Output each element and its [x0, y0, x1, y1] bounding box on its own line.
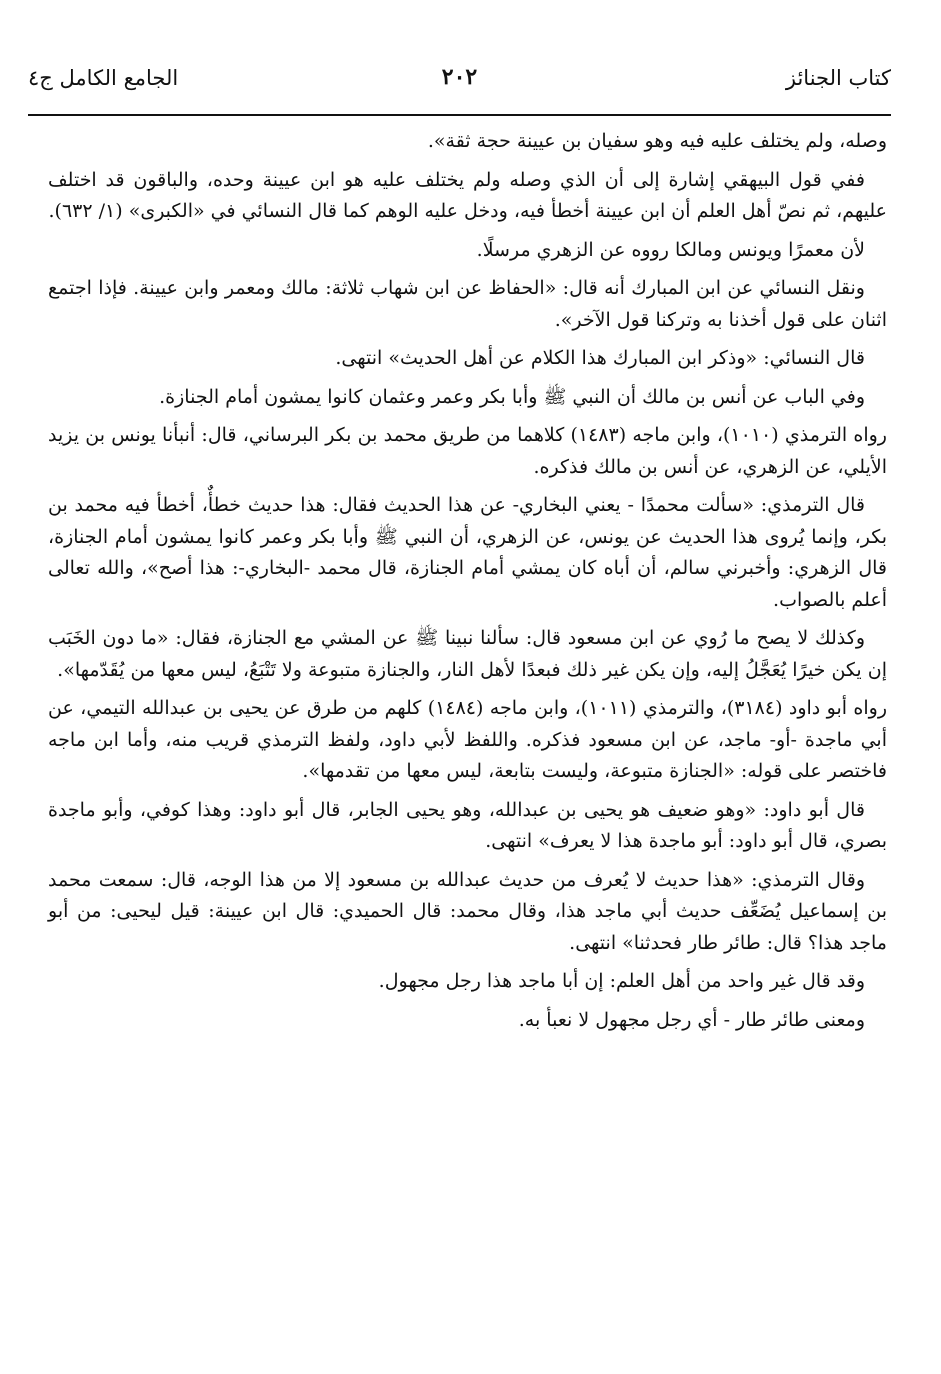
volume-title: الجامع الكامل ج٤ [28, 66, 179, 90]
page-number: ٢٠٢ [441, 64, 478, 90]
paragraph: رواه الترمذي (١٠١٠)، وابن ماجه (١٤٨٣) كلاهما من طريق محمد بن بكر البرساني، قال: أنبأنا يونس بن يزيد الأيلي، عن الزهري، عن أنس بن مالك فذكره. [48, 424, 887, 478]
paragraph: وفي الباب عن أنس بن مالك أن النبي ﷺ وأبا بكر وعمر وعثمان كانوا يمشون أمام الجنازة. [159, 385, 865, 408]
paragraph: وقد قال غير واحد من أهل العلم: إن أبا ماجد هذا رجل مجهول. [378, 970, 865, 992]
paragraph: رواه أبو داود (٣١٨٤)، والترمذي (١٠١١)، وابن ماجه (١٤٨٤) كلهم من طرق عن يحيى بن عبدالله التيمي، عن أبي ماجدة -أو- ماجد، عن ابن مسعود فذكره. واللفظ لأبي داود، ولفظ الترمذي قريب منه، وأما ابن ماجه فاختصر على قوله: «الجنازة متبوعة، وليست بتابعة، ليس معها من تقدمها». [48, 697, 887, 782]
paragraph: قال النسائي: «وذكر ابن المبارك هذا الكلام عن أهل الحديث» انتهى. [335, 347, 865, 369]
book-title: كتاب الجنائز [785, 66, 891, 90]
page-header [28, 58, 891, 106]
paragraph: ونقل النسائي عن ابن المبارك أنه قال: «الحفاظ عن ابن شهاب ثلاثة: مالك ومعمر وابن عيينة. فإذا اجتمع اثنان على قول أخذنا به وتركنا قول الآخر». [48, 277, 887, 331]
paragraph: وكذلك لا يصح ما رُوي عن ابن مسعود قال: سألنا نبينا ﷺ عن المشي مع الجنازة، فقال: «ما دون الخَبَب إن يكن خيرًا يُعَجَّلُ إليه، وإن يكن غير ذلك فبعدًا لأهل النار، والجنازة متبوعة ولا تَتْبَعُ، ليس معها من يُقَدّمها». [48, 627, 887, 681]
paragraph: قال أبو داود: «وهو ضعيف هو يحيى بن عبدالله، وهو يحيى الجابر، قال أبو داود: وهذا كوفي، وأبو ماجدة بصري، قال أبو داود: أبو ماجدة هذا لا يعرف» انتهى. [48, 798, 887, 852]
paragraph: وصله، ولم يختلف عليه فيه وهو سفيان بن عيينة حجة ثقة». [427, 130, 887, 152]
body-text [48, 126, 887, 1043]
paragraph: لأن معمرًا ويونس ومالكا رووه عن الزهري مرسلًا. [476, 238, 865, 261]
paragraph: ففي قول البيهقي إشارة إلى أن الذي وصله ولم يختلف عليه هو ابن عيينة وحده، والباقون قد اختلف عليهم، ثم نصّ أهل العلم أن ابن عيينة أخطأ فيه، ودخل عليه الوهم كما قال النسائي في «الكبرى» (١/ ٦٣٢). [48, 168, 887, 222]
paragraph: قال الترمذي: «سألت محمدًا - يعني البخاري- عن هذا الحديث فقال: هذا حديث خطأٌ، أخطأ فيه محمد بن بكر، وإنما يُروى هذا الحديث عن يونس، عن الزهري، أن النبي ﷺ وأبا بكر وعمر كانوا يمشون أمام الجنازة، قال الزهري: وأخبرني سالم، أن أباه كان يمشي أمام الجنازة، قال محمد -البخاري-: هذا أصح»، والله تعالى أعلم بالصواب. [48, 494, 887, 611]
paragraph: وقال الترمذي: «هذا حديث لا يُعرف من حديث عبدالله بن مسعود إلا من هذا الوجه، قال: سمعت محمد بن إسماعيل يُضَعِّف حديث أبي ماجد هذا، وقال محمد: قال الحميدي: قال ابن عيينة: قيل ليحيى: من أبو ماجد هذا؟ قال: طائر طار فحدثنا» انتهى. [48, 868, 887, 954]
paragraph: ومعنى طائر طار - أي رجل مجهول لا نعبأ به. [518, 1008, 865, 1031]
header-divider [28, 114, 891, 116]
